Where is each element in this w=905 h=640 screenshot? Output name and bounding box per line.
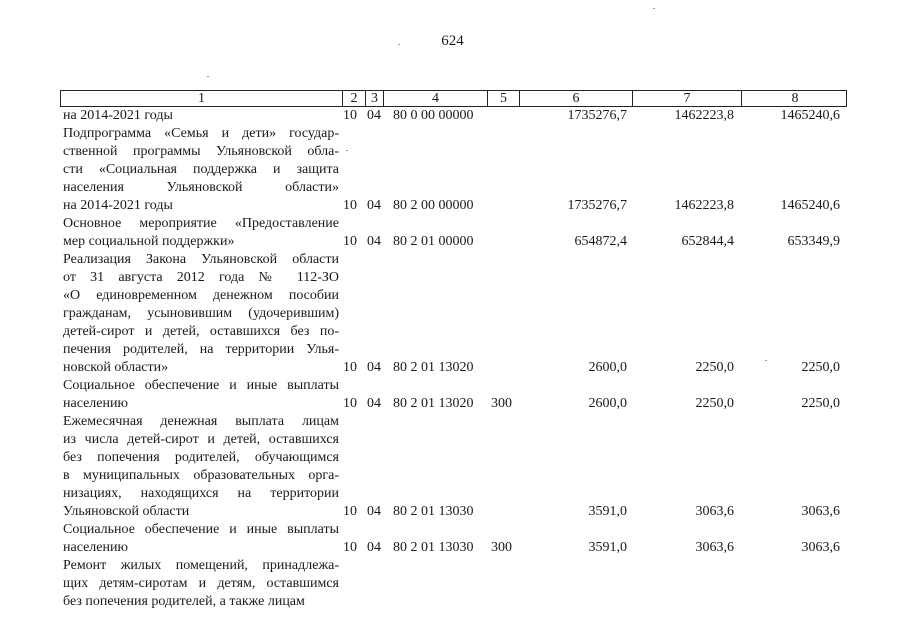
- subsection-code: 04: [367, 504, 381, 519]
- description-line: Ежемесячная денежная выплата лицам: [63, 414, 339, 429]
- description-line: «О единовременном денежном пособии: [63, 288, 339, 303]
- amount-col-7: 2250,0: [695, 360, 734, 375]
- description-line: без попечения родителей, а также лицам: [63, 594, 305, 609]
- amount-col-8: 653349,9: [787, 234, 840, 249]
- description-line: ственной программы Ульяновской обла-: [63, 144, 339, 159]
- subsection-code: 04: [367, 198, 381, 213]
- description-line: Социальное обеспечение и иные выплаты: [63, 378, 339, 393]
- amount-col-6: 2600,0: [588, 396, 627, 411]
- table-row: [0, 215, 905, 251]
- scan-speck: [398, 44, 400, 45]
- scan-speck: [207, 76, 209, 77]
- target-article-code: 80 2 01 13020: [393, 360, 474, 375]
- header-col-5: 5: [487, 91, 519, 106]
- table-row: [0, 251, 905, 377]
- table-row: [0, 521, 905, 557]
- row-description: [63, 107, 339, 125]
- amount-col-7: 3063,6: [695, 540, 734, 555]
- description-line: мер социальной поддержки»: [63, 234, 235, 249]
- page-number: 624: [441, 33, 464, 49]
- amount-col-6: 2600,0: [588, 360, 627, 375]
- amount-col-6: 1735276,7: [567, 198, 627, 213]
- header-col-8: 8: [741, 91, 848, 106]
- amount-col-8: 1465240,6: [780, 198, 840, 213]
- amount-col-6: 3591,0: [588, 504, 627, 519]
- description-line: Подпрограмма «Семья и дети» государ-: [63, 126, 339, 141]
- description-line: гражданам, усыновившим (удочерившим): [63, 306, 339, 321]
- amount-col-8: 1465240,6: [780, 108, 840, 123]
- row-description: [63, 215, 339, 251]
- description-line: Основное мероприятие «Предоставление: [63, 216, 339, 231]
- header-col-6: 6: [519, 91, 632, 106]
- scan-speck: [653, 8, 655, 9]
- description-line: низациях, находящихся на территории: [63, 486, 339, 501]
- section-code: 10: [343, 234, 357, 249]
- description-line: от 31 августа 2012 года № 112-ЗО: [63, 270, 339, 285]
- description-line: Реализация Закона Ульяновской области: [63, 252, 339, 267]
- section-code: 10: [343, 360, 357, 375]
- table-header: [60, 90, 847, 107]
- table-row: [0, 377, 905, 413]
- target-article-code: 80 0 00 00000: [393, 108, 474, 123]
- description-line: населения Ульяновской области»: [63, 180, 339, 195]
- section-code: 10: [343, 396, 357, 411]
- row-description: [63, 377, 339, 413]
- header-col-1: 1: [198, 91, 205, 106]
- table-body: [0, 107, 905, 611]
- table-row: [0, 557, 905, 611]
- header-col-7: 7: [632, 91, 741, 106]
- scan-speck: [765, 360, 767, 361]
- description-line: новской области»: [63, 360, 169, 375]
- description-line: из числа детей-сирот и детей, оставшихся: [63, 432, 339, 447]
- description-line: щих детям-сиротам и детям, оставшимся: [63, 576, 339, 591]
- header-col-2: 2: [342, 91, 365, 106]
- row-description: [63, 557, 339, 611]
- description-line: Ульяновской области: [63, 504, 190, 519]
- amount-col-7: 1462223,8: [674, 198, 734, 213]
- description-line: без попечения родителей, обучающимся: [63, 450, 339, 465]
- section-code: 10: [343, 504, 357, 519]
- header-col-4: 4: [383, 91, 487, 106]
- description-line: населению: [63, 396, 128, 411]
- header-col-3: 3: [365, 91, 383, 106]
- table-row: [0, 125, 905, 215]
- row-description: [63, 125, 339, 215]
- amount-col-7: 2250,0: [695, 396, 734, 411]
- description-line: детей-сирот и детей, оставшихся без по-: [63, 324, 339, 339]
- description-line: сти «Социальная поддержка и защита: [63, 162, 339, 177]
- target-article-code: 80 2 01 13030: [393, 540, 474, 555]
- row-description: [63, 521, 339, 557]
- amount-col-6: 654872,4: [574, 234, 627, 249]
- subsection-code: 04: [367, 234, 381, 249]
- description-line: населению: [63, 540, 128, 555]
- expense-type-code: 300: [491, 540, 512, 555]
- table-row: [0, 107, 905, 125]
- amount-col-7: 3063,6: [695, 504, 734, 519]
- subsection-code: 04: [367, 108, 381, 123]
- description-line: на 2014-2021 годы: [63, 108, 173, 123]
- amount-col-8: 3063,6: [801, 540, 840, 555]
- row-description: [63, 251, 339, 377]
- amount-col-8: 2250,0: [801, 396, 840, 411]
- target-article-code: 80 2 01 13020: [393, 396, 474, 411]
- amount-col-8: 3063,6: [801, 504, 840, 519]
- scan-speck: [346, 150, 348, 151]
- row-description: [63, 413, 339, 521]
- amount-col-6: 1735276,7: [567, 108, 627, 123]
- description-line: Социальное обеспечение и иные выплаты: [63, 522, 339, 537]
- expense-type-code: 300: [491, 396, 512, 411]
- target-article-code: 80 2 01 13030: [393, 504, 474, 519]
- amount-col-8: 2250,0: [801, 360, 840, 375]
- amount-col-7: 1462223,8: [674, 108, 734, 123]
- amount-col-6: 3591,0: [588, 540, 627, 555]
- amount-col-7: 652844,4: [681, 234, 734, 249]
- description-line: Ремонт жилых помещений, принадлежа-: [63, 558, 339, 573]
- target-article-code: 80 2 00 00000: [393, 198, 474, 213]
- description-line: печения родителей, на территории Улья-: [63, 342, 339, 357]
- section-code: 10: [343, 198, 357, 213]
- subsection-code: 04: [367, 540, 381, 555]
- subsection-code: 04: [367, 360, 381, 375]
- section-code: 10: [343, 108, 357, 123]
- description-line: на 2014-2021 годы: [63, 198, 173, 213]
- description-line: в муниципальных образовательных орга-: [63, 468, 339, 483]
- section-code: 10: [343, 540, 357, 555]
- table-row: [0, 413, 905, 521]
- subsection-code: 04: [367, 396, 381, 411]
- target-article-code: 80 2 01 00000: [393, 234, 474, 249]
